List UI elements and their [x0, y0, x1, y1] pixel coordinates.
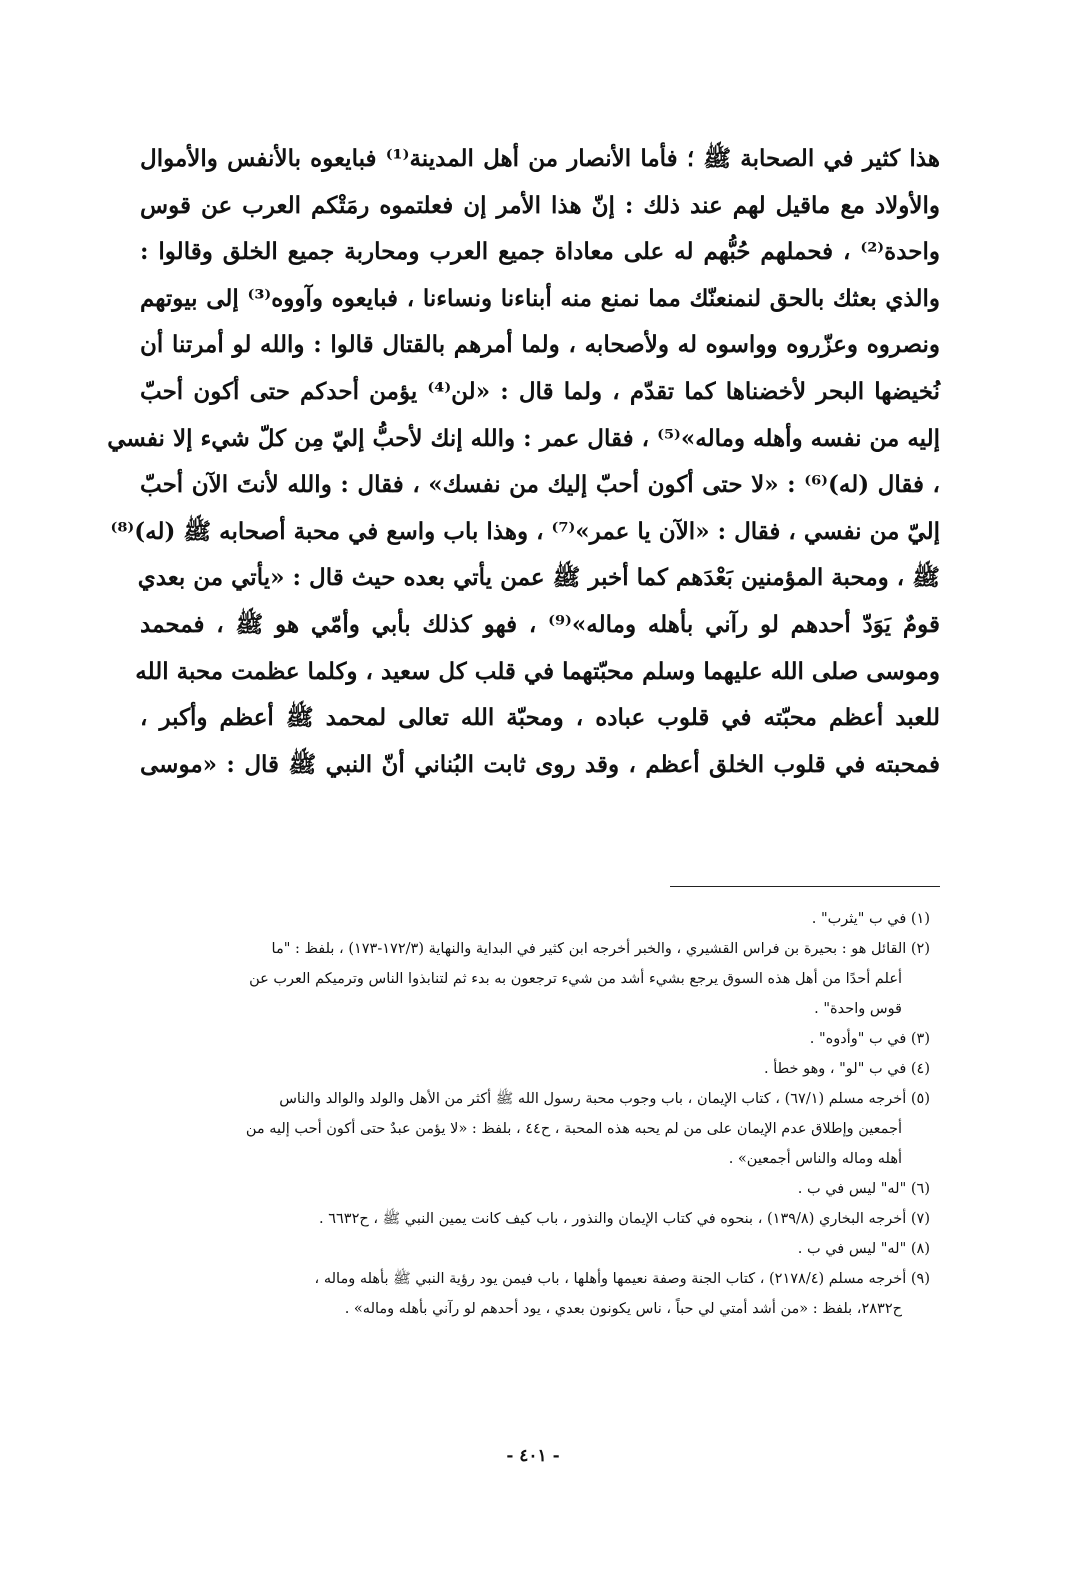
- text-line: فمحبته في قلوب الخلق أعظم ، وقد روى ثابت البُناني أنّ النبي ﷺ قال : «موسى: [140, 750, 940, 778]
- text-line: ، فقال (له)⁽⁶⁾ : «لا حتى أكون أحبّ إليك من نفسك» ، فقال : والله لأنتَ الآن أحبّ: [140, 471, 940, 499]
- footnote-line: (٥) أخرجه مسلم (٦٧/١) ، كتاب الإيمان ، باب وجوب محبة رسول الله ﷺ أكثر من الأهل والولد والوالد والناس: [279, 1091, 930, 1107]
- main-text: [107, 136, 941, 788]
- footnote-line: قوس واحدة" .: [814, 1001, 902, 1017]
- text-line: للعبد أعظم محبّته في قلوب عباده ، ومحبّة الله تعالى لمحمد ﷺ أعظم وأكبر ،: [140, 704, 940, 732]
- page-number: - ٤٠١ -: [506, 1446, 560, 1466]
- text-line: والذي بعثك بالحق لنمنعنّك مما نمنع منه أبناءنا ونساءنا ، فبايعوه وآووه⁽³⁾ إلى بيوتهم: [140, 284, 940, 312]
- footnote-line: (٢) القائل هو : بحيرة بن فراس القشيري ، والخبر أخرجه ابن كثير في البداية والنهاية (١٧٢/٣-١٧٣) ، بلفظ : "ما: [271, 941, 930, 957]
- text-line: ونصروه وعزّروه وواسوه له ولأصحابه ، ولما أمرهم بالقتال قالوا : والله لو أمرتنا أن: [140, 331, 940, 359]
- text-line: والأولاد مع ماقيل لهم عند ذلك : إنّ هذا الأمر إن فعلتموه رمَتْكم العرب عن قوس: [140, 191, 940, 219]
- footnote-line: أجمعين وإطلاق عدم الإيمان على من لم يحبه هذه المحبة ، ح٤٤ ، بلفظ : «لا يؤمن عبدٌ حتى أكون أحب إليه من: [245, 1121, 902, 1137]
- footnote-separator: [670, 886, 940, 887]
- text-line: نُخيضها البحر لأخضناها كما تقدّم ، ولما قال : «لن⁽⁴⁾ يؤمن أحدكم حتى أكون أحبّ: [140, 377, 940, 405]
- text-line: هذا كثير في الصحابة ﷺ ؛ فأما الأنصار من أهل المدينة⁽¹⁾ فبايعوه بالأنفس والأموال: [140, 145, 941, 172]
- footnote-line: أهله وماله والناس أجمعين» .: [728, 1151, 902, 1167]
- footnote-line: (١) في ب "يثرب" .: [811, 911, 930, 927]
- footnote-line: ح٢٨٣٢، بلفظ : «من أشد أمتي لي حباً ، ناس يكونون بعدي ، يود أحدهم لو رآني بأهله وماله» .: [344, 1301, 902, 1317]
- footnote-line: (٧) أخرجه البخاري (١٣٩/٨) ، بنحوه في كتاب الإيمان والنذور ، باب كيف كانت يمين النبي ﷺ ، ح٦٦٣٢ .: [319, 1211, 930, 1227]
- text-line: واحدة⁽²⁾ ، فحملهم حُبُّهم له على معاداة جميع العرب ومحاربة جميع الخلق وقالوا :: [140, 238, 940, 266]
- text-line: ﷺ ، ومحبة المؤمنين بَعْدَهم كما أخبر ﷺ عمن يأتي بعده حيث قال : «يأتي من بعدي: [137, 564, 940, 592]
- footnote-line: (٤) في ب "لو" ، وهو خطأ .: [763, 1061, 930, 1077]
- footnote-line: (٦) "له" ليس في ب .: [797, 1181, 930, 1197]
- footnote-line: (٨) "له" ليس في ب .: [797, 1241, 930, 1257]
- footnotes: [140, 904, 930, 1324]
- text-line: إليه من نفسه وأهله وماله»⁽⁵⁾ ، فقال عمر : والله إنك لأحبُّ إليّ مِن كلّ شيء إلا نفسي: [107, 424, 940, 452]
- footnote-line: أعلم أحدًا من أهل هذه السوق يرجع بشيء أشد من شيء ترجعون به بدء ثم لتنابذوا الناس وترميكم العرب عن: [249, 971, 902, 987]
- text-line: إليّ من نفسي ، فقال : «الآن يا عمر»⁽⁷⁾ ، وهذا باب واسع في محبة أصحابه ﷺ (له)⁽⁸⁾: [110, 517, 940, 545]
- footnote-line: (٣) في ب "وأدوه" .: [809, 1031, 930, 1047]
- text-line: قومٌ يَوَدّ أحدهم لو رآني بأهله وماله»⁽⁹⁾ ، فهو كذلك بأبي وأمّي هو ﷺ ، فمحمد: [140, 610, 940, 638]
- text-line: وموسى صلى الله عليهما وسلم محبّتهما في قلب كل سعيد ، وكلما عظمت محبة الله: [135, 657, 940, 685]
- footnote-line: (٩) أخرجه مسلم (٢١٧٨/٤) ، كتاب الجنة وصفة نعيمها وأهلها ، باب فيمن يود رؤية النبي ﷺ بأهله وماله ،: [314, 1271, 930, 1287]
